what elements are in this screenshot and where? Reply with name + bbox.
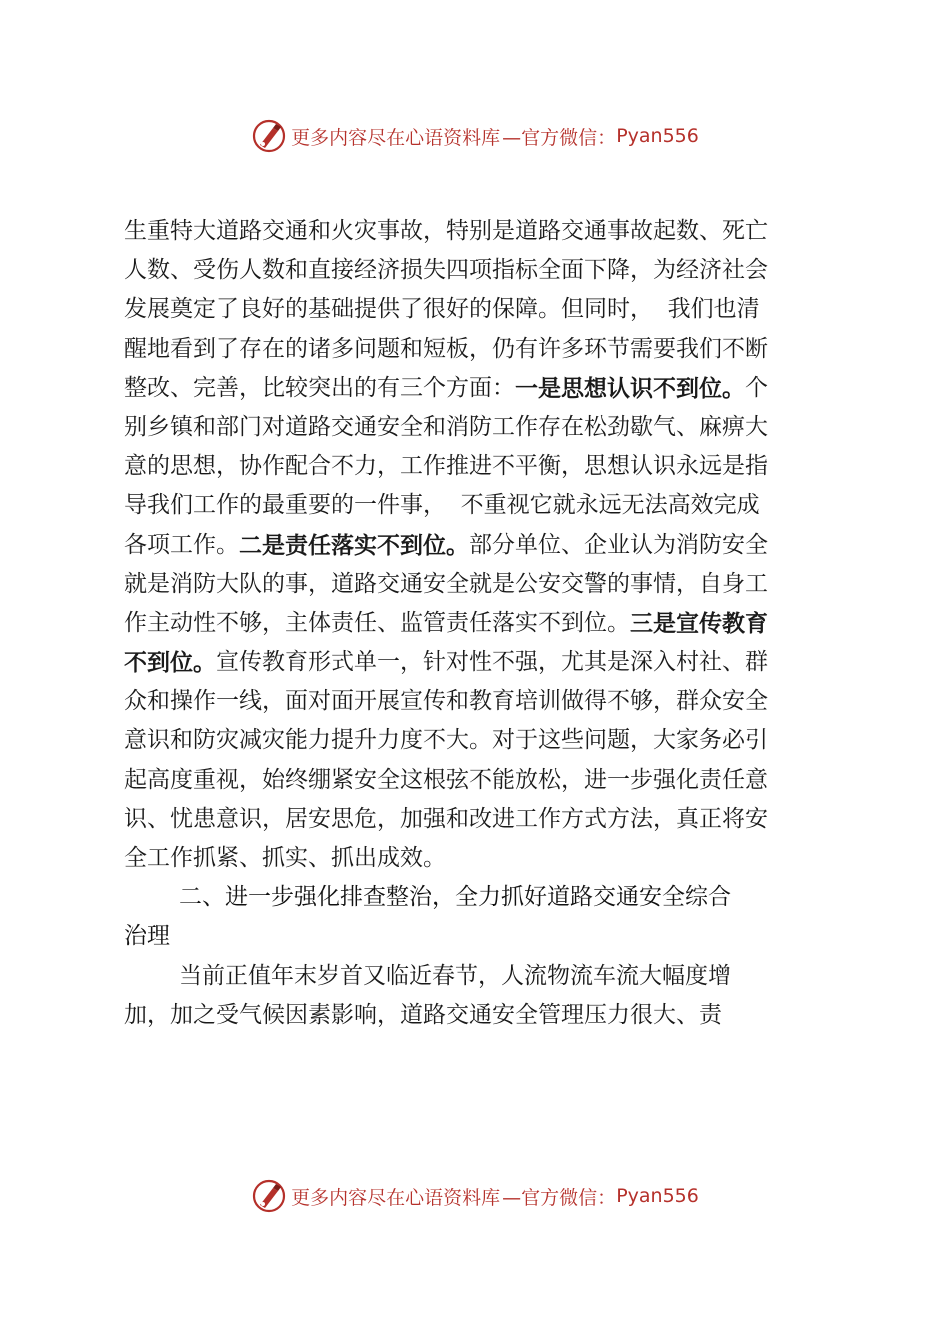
text-line (124, 996, 836, 1035)
banner-wechat-id: Pyan556 (616, 1185, 699, 1207)
text-segment: 意识和防灾减灾能力提升力度不大。对于这些问题，大家务必引 (124, 727, 768, 754)
text-line (124, 251, 836, 290)
text-segment: 发展奠定了良好的基础提供了很好的保障。但同时， 我们也清 (124, 296, 760, 323)
text-line (124, 526, 836, 565)
text-line (124, 447, 836, 486)
text-line (124, 604, 836, 643)
text-line (124, 682, 836, 721)
text-line (124, 290, 836, 329)
text-segment: 当前正值年末岁首又临近春节，人流物流车流大幅度增 (179, 962, 731, 989)
text-line (124, 369, 836, 408)
text-segment: 人数、受伤人数和直接经济损失四项指标全面下降，为经济社会 (124, 257, 768, 284)
text-segment: 生重特大道路交通和火灾事故，特别是道路交通事故起数、死亡 (124, 218, 768, 244)
bold-point-two: 二是责任落实不到位。 (239, 531, 469, 559)
text-segment: 全工作抓紧、抓实、抓出成效。 (124, 845, 446, 871)
banner-official-label: —官方微信： (502, 126, 617, 149)
text-line (124, 800, 836, 839)
text-segment: 整改、完善，比较突出的有三个方面： (124, 374, 515, 401)
text-line (124, 330, 836, 369)
bold-point-one: 一是思想认识不到位。 (515, 374, 745, 402)
text-segment: 起高度重视，始终绷紧安全这根弦不能放松，进一步强化责任意 (124, 766, 768, 793)
text-line (124, 839, 836, 878)
text-segment: 就是消防大队的事，道路交通安全就是公安交警的事情，自身工 (124, 570, 768, 597)
section-heading (124, 878, 836, 956)
text-line (124, 643, 836, 682)
banner-brand-text: 更多内容尽在心语资料库 (291, 126, 501, 149)
text-segment: 醒地看到了存在的诸多问题和短板，仍有许多环节需要我们不断 (124, 335, 768, 362)
text-line (124, 408, 836, 447)
heading-line: 二、进一步强化排查整治，全力抓好道路交通安全综合 (179, 884, 731, 911)
text-segment: 意的思想，协作配合不力，工作推进不平衡，思想认识永远是指 (124, 453, 768, 480)
footer-watermark-banner (0, 1176, 950, 1216)
text-line (124, 761, 836, 800)
text-segment: 众和操作一线，面对面开展宣传和教育培训做得不够，群众安全 (124, 688, 768, 715)
text-segment: 导我们工作的最重要的一件事， 不重视它就永远无法高效完成 (124, 492, 760, 519)
banner-wechat-id: Pyan556 (616, 125, 699, 147)
paragraph-1 (124, 212, 836, 878)
header-watermark-banner (0, 116, 950, 156)
text-line (124, 565, 836, 604)
heading-line: 治理 (124, 923, 170, 950)
text-line (124, 721, 836, 760)
pen-logo-icon (251, 118, 287, 154)
text-line (124, 957, 836, 996)
bold-point-three-cont: 不到位。 (124, 649, 216, 677)
text-line (124, 212, 836, 251)
text-line (124, 486, 836, 525)
text-segment: 部分单位、企业认为消防安全 (469, 531, 768, 558)
banner-official-label: —官方微信： (502, 1186, 617, 1209)
pen-logo-icon (251, 1178, 287, 1214)
paragraph-2 (124, 957, 836, 1035)
text-segment: 别乡镇和部门对道路交通安全和消防工作存在松劲歇气、麻痹大 (124, 413, 768, 440)
banner-brand-text: 更多内容尽在心语资料库 (291, 1186, 501, 1209)
bold-point-three: 三是宣传教育 (630, 609, 768, 637)
text-segment: 加，加之受气候因素影响，道路交通安全管理压力很大、责 (124, 1001, 722, 1028)
text-segment: 宣传教育形式单一，针对性不强，尤其是深入村社、群 (216, 649, 768, 676)
document-body (124, 212, 836, 1035)
text-segment: 识、忧患意识，居安思危，加强和改进工作方式方法，真正将安 (124, 805, 768, 832)
text-segment: 作主动性不够，主体责任、监管责任落实不到位。 (124, 609, 630, 636)
text-segment: 个 (745, 374, 768, 401)
text-segment: 各项工作。 (124, 531, 239, 558)
